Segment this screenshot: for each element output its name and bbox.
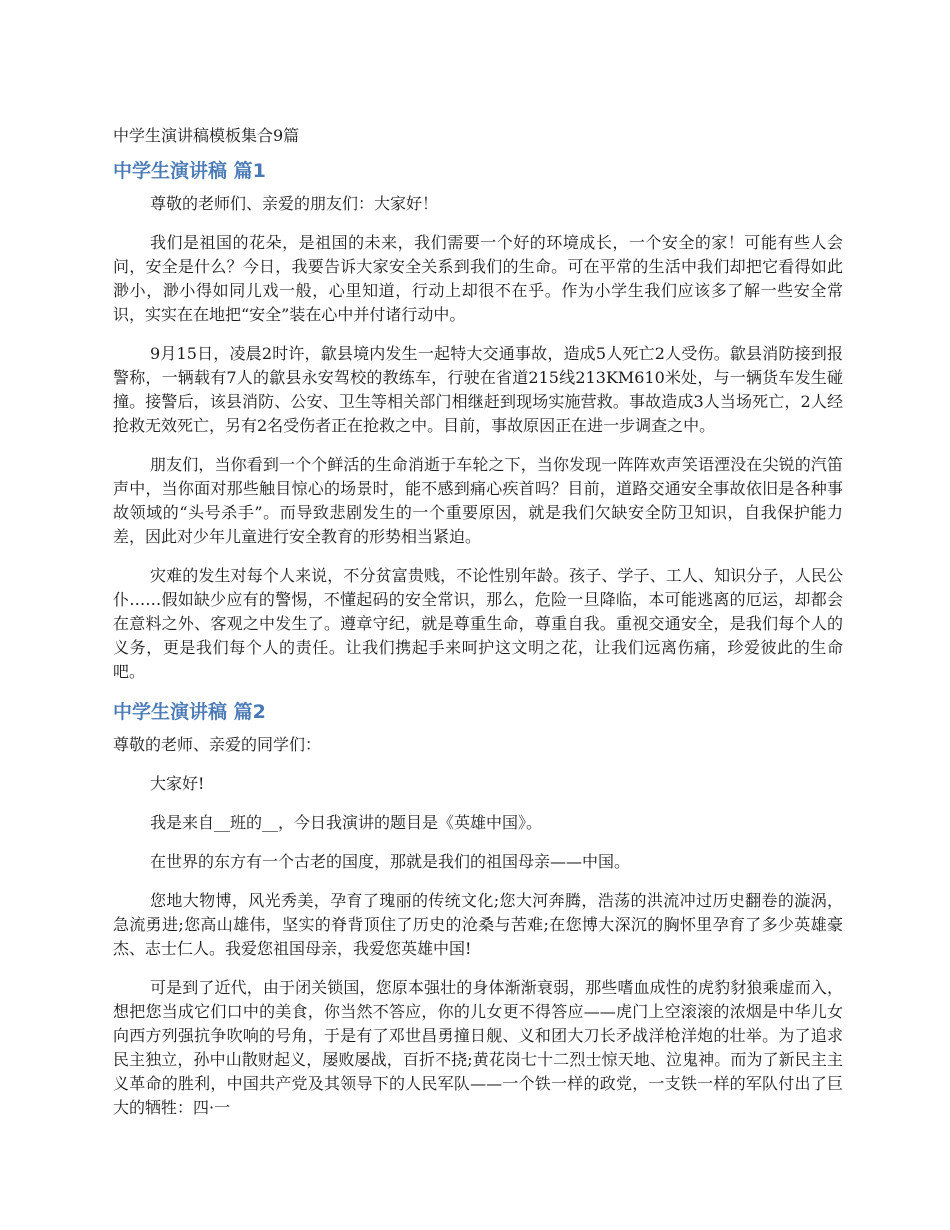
paragraph: 灾难的发生对每个人来说，不分贫富贵贱，不论性别年龄。孩子、学子、工人、知识分子，人民公仆……假如缺少应有的警惕，不懂起码的安全常识，那么，危险一旦降临，本可能逃离的厄运，却都会在意料之外、客观之中发生了。遵章守纪，就是尊重生命，尊重自我。重视交通安全，是我们每个人的义务，更是我们每个人的责任。让我们携起手来呵护这文明之花，让我们远离伤痛，珍爱彼此的生命吧。: [113, 566, 843, 681]
paragraph: 我们是祖国的花朵，是祖国的未来，我们需要一个好的环境成长，一个安全的家！可能有些人会问，安全是什么？今日，我要告诉大家安全关系到我们的生命。可在平常的生活中我们却把它看得如此渺小，渺小得如同儿戏一般，心里知道，行动上却很不在乎。作为小学生我们应该多了解一些安全常识，实实在在地把“安全”装在心中并付诸行动中。: [113, 233, 843, 324]
paragraph: 朋友们，当你看到一个个鲜活的生命消逝于车轮之下，当你发现一阵阵欢声笑语湮没在尖锐的汽笛声中，当你面对那些触目惊心的场景时，能不感到痛心疾首吗？目前，道路交通安全事故依旧是各种事故领域的“头号杀手”。而导致悲剧发生的一个重要原因，就是我们欠缺安全防卫知识，自我保护能力差，因此对少年儿童进行安全教育的形势相当紧迫。: [113, 455, 843, 546]
paragraph: 大家好!: [150, 774, 205, 793]
section-2: [113, 699, 843, 1120]
paragraph: 在世界的东方有一个古老的国度，那就是我们的祖国母亲——中国。: [150, 852, 631, 871]
paragraph: 您地大物博，风光秀美，孕育了瑰丽的传统文化;您大河奔腾，浩荡的洪流冲过历史翻卷的漩涡，急流勇进;您高山雄伟，坚实的脊背顶住了历史的沧桑与苦难;在您博大深沉的胸怀里孕育了多少英雄豪杰、志士仁人。我爱您祖国母亲，我爱您英雄中国!: [113, 891, 843, 958]
document-title: 中学生演讲稿模板集合9篇: [113, 126, 300, 145]
section-1: [113, 158, 843, 684]
paragraph: 可是到了近代，由于闭关锁国，您原本强壮的身体渐渐衰弱，那些嗜血成性的虎豹豺狼乘虚而入，想把您当成它们口中的美食，你当然不答应，你的儿女更不得答应——虎门上空滚滚的浓烟是中华儿女向西方列强抗争吹响的号角，于是有了邓世昌勇撞日舰、义和团大刀长矛战洋枪洋炮的壮举。为了追求民主独立，孙中山散财起义，屡败屡战，百折不挠;黄花岗七十二烈士惊天地、泣鬼神。而为了新民主主义革命的胜利，中国共产党及其领导下的人民军队——一个铁一样的政党，一支铁一样的军队付出了巨大的牺牲：四·一: [113, 978, 843, 1117]
paragraph: 我是来自__班的__，今日我演讲的题目是《英雄中国》。: [150, 813, 543, 832]
paragraph: 9月15日，凌晨2时许，歙县境内发生一起特大交通事故，造成5人死亡2人受伤。歙县消防接到报警称，一辆载有7人的歙县永安驾校的教练车，行驶在省道215线213KM610米处，与一辆货车发生碰撞。接警后，该县消防、公安、卫生等相关部门相继赶到现场实施营救。事故造成3人当场死亡，2人经抢救无效死亡，另有2名受伤者正在抢救之中。目前，事故原因正在进一步调查之中。: [113, 344, 843, 435]
document-page: [113, 124, 843, 1135]
paragraph: 尊敬的老师们、亲爱的朋友们：大家好！: [150, 194, 439, 213]
section-heading: 中学生演讲稿 篇2: [113, 701, 266, 723]
paragraph: 尊敬的老师、亲爱的同学们：: [113, 735, 322, 754]
section-heading: 中学生演讲稿 篇1: [113, 160, 266, 182]
